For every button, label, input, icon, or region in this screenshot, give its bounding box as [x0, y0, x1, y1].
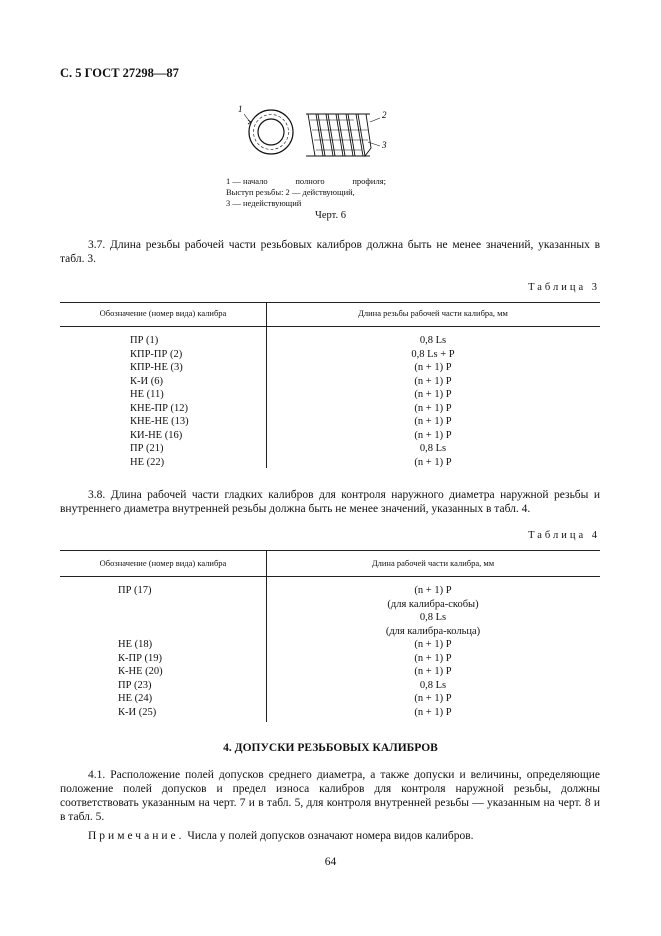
table4-col1-cell: К-И (25): [118, 706, 157, 718]
table4-col1-cell: ПР (23): [118, 679, 152, 691]
table3-col2-cell: (n + 1) P: [414, 362, 452, 373]
table3-col1-cell: ПР (1): [130, 335, 159, 346]
legend-line-3: 3 — недействующий: [226, 198, 302, 208]
table4-top-rule: [60, 550, 600, 551]
table3-col2-cell: (n + 1) P: [414, 402, 452, 414]
table4-col2-cell: (n + 1) P: [414, 706, 452, 718]
table3-col2-header: Длина резьбы рабочей части калибра, мм: [358, 308, 508, 318]
table4-col2-cell: (для калибра-скобы): [387, 598, 479, 610]
table3-col1-cell: КНЕ-НЕ (13): [130, 416, 189, 427]
table4-col2-cell: (n + 1) P: [414, 693, 452, 704]
table3-col1-cell: ПР (21): [130, 443, 164, 454]
table4-col2-cell: 0,8 Ls: [419, 612, 447, 623]
table3-col2-cell: 0,8 Ls + P: [411, 348, 455, 360]
table3-col1-cell: НЕ (22): [130, 456, 165, 468]
legend-line-2: Выступ резьбы: 2 — действующий,: [226, 187, 355, 197]
table4-col1-cell: [118, 611, 163, 625]
table4-col2-cell: (n + 1) P: [414, 652, 452, 664]
callout-2: 2: [382, 110, 387, 120]
callout-1: 1: [238, 104, 243, 114]
table3-col1-cell: КИ-НЕ (16): [130, 429, 183, 441]
table4-col1-header: Обозначение (номер вида) калибра: [99, 558, 227, 568]
table3-col2-cell: (n + 1) P: [414, 416, 452, 427]
callout-3: 3: [382, 140, 387, 150]
table4-col2-header: Длина рабочей части калибра, мм: [371, 558, 495, 568]
table4-col2-cell: (для калибра-кольца): [385, 625, 481, 637]
table3-col2-cell: (n + 1) P: [414, 456, 452, 468]
table4-col1-cell: К-НЕ (20): [118, 666, 163, 677]
figure-legend: [226, 176, 386, 209]
table3-top-rule: [60, 302, 600, 303]
table4-col1-cell: К-ПР (19): [118, 652, 163, 664]
paragraph-4-1: 4.1. Расположение полей допусков среднего диаметра, а также допуски и величины, определяющие положение полей допусков и предел износа калибров для контроля наружной резьбы, должны соответствовать указанным на черт. 7 и в табл. 5, для контроля внутренней резьбы — указанным на черт. 8 и в табл. 5.: [60, 769, 600, 823]
table3-col2-cell: 0,8 Ls: [419, 443, 447, 454]
table3-label: Таблица 3: [528, 282, 600, 293]
table3-col1: [130, 334, 189, 469]
table4-col1-cell: НЕ (24): [118, 693, 153, 704]
note-text: Числа у полей допусков означают номера видов калибров.: [184, 830, 474, 842]
paragraph-3-8: 3.8. Длина рабочей части гладких калибров для контроля наружного диаметра наружной резьбы и внутреннего диаметра внутренней резьбы должна быть не менее значений, указанных в табл. 4.: [60, 489, 600, 515]
table4-col1-cell: ПР (17): [118, 585, 152, 596]
figure-caption: Черт. 6: [315, 210, 346, 221]
table3-col1-cell: НЕ (11): [130, 389, 164, 400]
paragraph-3-7: 3.7. Длина резьбы рабочей части резьбовых калибров должна быть не менее значений, указанных в табл. 3.: [60, 239, 600, 265]
table3-header-rule: [60, 326, 600, 327]
table4-col1-cell: [118, 625, 163, 639]
page-number: 64: [324, 856, 337, 868]
table3-col1-cell: К-И (6): [130, 375, 163, 387]
table3-col2-cell: 0,8 Ls: [419, 335, 447, 346]
table3-col1-header: Обозначение (номер вида) калибра: [99, 308, 227, 318]
table3-col2-cell: (n + 1) P: [414, 375, 452, 387]
page-header: С. 5 ГОСТ 27298—87: [60, 66, 179, 80]
table3-col1-cell: КПР-НЕ (3): [130, 362, 183, 373]
note: [88, 830, 474, 842]
legend-word-profile: профиля;: [352, 176, 386, 186]
table4-header-rule: [60, 576, 600, 577]
legend-item-1: 1 — начало: [226, 176, 268, 186]
thread-figure: [238, 100, 398, 172]
thread-drawing: [238, 100, 398, 172]
table3-col1-cell: КПР-ПР (2): [130, 348, 183, 360]
table4-col2-cell: (n + 1) P: [414, 585, 452, 596]
table4-col2-cell: 0,8 Ls: [419, 679, 447, 691]
table4-col2-cell: (n + 1) P: [414, 666, 452, 677]
thread-teeth: [308, 114, 371, 156]
table4-col1-cell: НЕ (18): [118, 639, 153, 650]
table4-col2-cell: (n + 1) P: [414, 639, 452, 650]
table4-col1: [118, 584, 163, 719]
table4-label: Таблица 4: [528, 530, 600, 541]
note-label: Примечание.: [88, 830, 185, 842]
table3-col2-cell: (n + 1) P: [414, 389, 452, 400]
table4-col2: [266, 584, 600, 719]
table3-col2-cell: (n + 1) P: [414, 429, 452, 441]
section-title: 4. ДОПУСКИ РЕЗЬБОВЫХ КАЛИБРОВ: [223, 742, 438, 754]
legend-word-full: полного: [295, 176, 325, 186]
table4-col1-cell: [118, 598, 163, 612]
table3-col2: [266, 334, 600, 469]
table3-col1-cell: КНЕ-ПР (12): [130, 402, 189, 414]
